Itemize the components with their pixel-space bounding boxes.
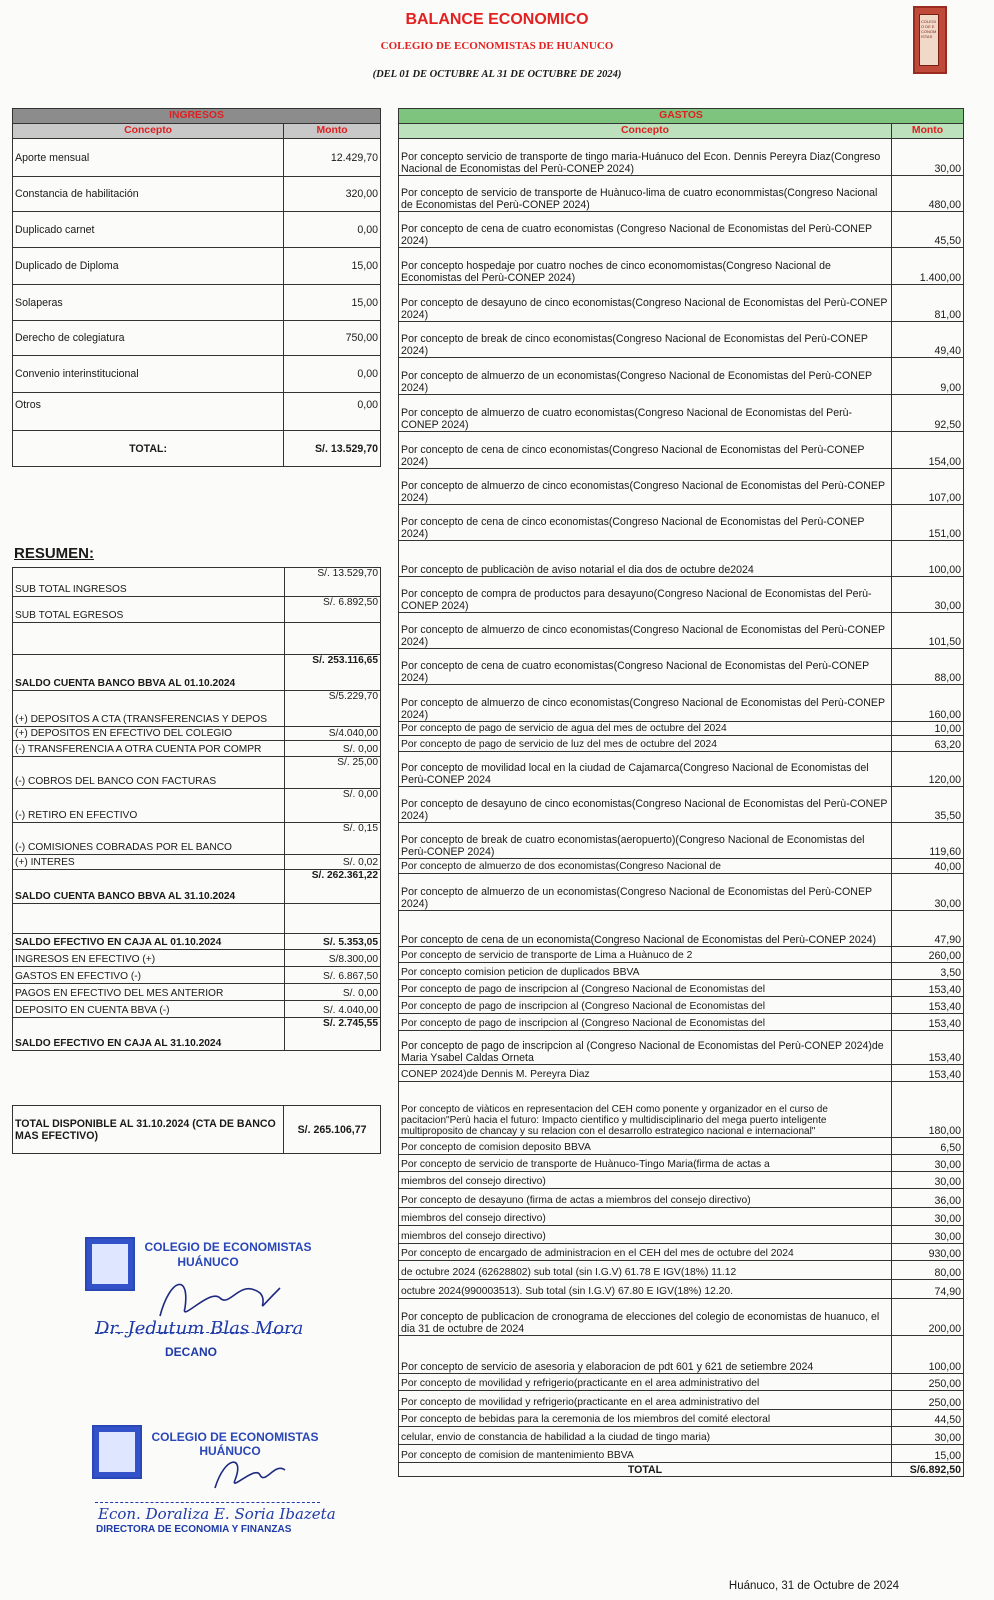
- gastos-row: [399, 469, 964, 505]
- gastos-row: [399, 212, 964, 248]
- resumen-value: S/. 13.529,70: [284, 568, 380, 597]
- resumen-value: S/. 253.116,65: [284, 655, 380, 691]
- gastos-row: [399, 1391, 964, 1410]
- resumen-concept: SUB TOTAL EGRESOS: [13, 597, 285, 623]
- gastos-row: [399, 1299, 964, 1336]
- resumen-row: [13, 1018, 381, 1051]
- gastos-amount: 153,40: [892, 997, 964, 1014]
- gastos-row: [399, 541, 964, 577]
- gastos-row: [399, 176, 964, 212]
- ingresos-col-concept: Concepto: [13, 124, 284, 139]
- gastos-concept: de octubre 2024 (62628802) sub total (sin I.G.V) 61.78 E IGV(18%) 11.12: [399, 1261, 892, 1280]
- gastos-row: [399, 1374, 964, 1391]
- gastos-amount: 100,00: [892, 541, 964, 577]
- ingresos-row: [13, 139, 381, 177]
- ingresos-concept: Aporte mensual: [13, 139, 284, 177]
- gastos-amount: 154,00: [892, 432, 964, 469]
- gastos-amount: 35,50: [892, 787, 964, 823]
- gastos-concept: Por concepto de comision de mantenimiento BBVA: [399, 1445, 892, 1463]
- gastos-concept: Por concepto de servicio de asesoria y elaboracion de pdt 601 y 621 de setiembre 2024: [399, 1336, 892, 1374]
- ingresos-total-value: S/. 13.529,70: [284, 431, 381, 467]
- resumen-row: [13, 950, 381, 967]
- gastos-amount: 30,00: [892, 139, 964, 176]
- gastos-amount: 930,00: [892, 1244, 964, 1261]
- gastos-amount: 30,00: [892, 1427, 964, 1445]
- gastos-concept: Por concepto de publicaciòn de aviso notarial el dia dos de octubre de2024: [399, 541, 892, 577]
- gastos-amount: 250,00: [892, 1374, 964, 1391]
- signature2-scribble-icon: [200, 1450, 290, 1495]
- gastos-concept: Por concepto de servicio de transporte de Huànuco-Tingo Maria(firma de actas a: [399, 1155, 892, 1172]
- gastos-amount: 81,00: [892, 285, 964, 322]
- page-title: BALANCE ECONOMICO: [405, 11, 589, 28]
- gastos-row: [399, 613, 964, 649]
- resumen-value: S/. 5.353,05: [284, 934, 380, 950]
- resumen-concept: SALDO EFECTIVO EN CAJA AL 01.10.2024: [13, 934, 285, 950]
- resumen-concept: INGRESOS EN EFECTIVO (+): [13, 950, 285, 967]
- ingresos-concept: Derecho de colegiatura: [13, 321, 284, 356]
- gastos-amount: 101,50: [892, 613, 964, 649]
- gastos-amount: 63,20: [892, 736, 964, 752]
- gastos-concept: Por concepto de cena de cuatro economistas (Congreso Nacional de Economistas del Perù-CONEP 2024): [399, 212, 892, 248]
- gastos-concept: Por concepto comision peticion de duplicados BBVA: [399, 963, 892, 980]
- resumen-row: [13, 934, 381, 950]
- gastos-row: [399, 139, 964, 176]
- gastos-row: [399, 577, 964, 613]
- gastos-row: [399, 1280, 964, 1299]
- gastos-concept: Por concepto de pago de inscripcion al (Congreso Nacional de Economistas del: [399, 997, 892, 1014]
- gastos-total-label: TOTAL: [399, 1463, 892, 1477]
- resumen-concept: (-) COBROS DEL BANCO CON FACTURAS: [13, 757, 285, 789]
- gastos-row: [399, 859, 964, 874]
- ingresos-concept: Otros: [13, 393, 284, 431]
- resumen-row: [13, 741, 381, 757]
- gastos-row: [399, 722, 964, 736]
- gastos-row: [399, 432, 964, 469]
- gastos-row: [399, 1427, 964, 1445]
- total-disponible-box: [12, 1105, 381, 1154]
- resumen-value: S/. 25,00: [284, 757, 380, 789]
- ingresos-amount: 12.429,70: [284, 139, 381, 177]
- ingresos-row: [13, 393, 381, 431]
- place-date: Huánuco, 31 de Octubre de 2024: [728, 1580, 899, 1592]
- gastos-concept: Por concepto de pago de inscripcion al (Congreso Nacional de Economistas del: [399, 980, 892, 997]
- resumen-value: S/. 0,00: [284, 741, 380, 757]
- stamp-seal-icon: [92, 1425, 142, 1479]
- ingresos-concept: Duplicado carnet: [13, 212, 284, 248]
- gastos-concept: Por concepto de compra de productos para desayuno(Congreso Nacional de Economistas del Perù-CONEP 2024): [399, 577, 892, 613]
- gastos-amount: 30,00: [892, 1155, 964, 1172]
- gastos-concept: Por concepto de servicio de transporte de Huànuco-lima de cuatro econommistas(Congreso Nacional de Economistas del Perù-CONEP 2024): [399, 176, 892, 212]
- gastos-amount: 44,50: [892, 1410, 964, 1427]
- gastos-concept: Por concepto de encargado de administracion en el CEH del mes de octubre del 2024: [399, 1244, 892, 1261]
- resumen-concept: (+) DEPOSITOS A CTA (TRANSFERENCIAS Y DEPOS: [13, 691, 285, 727]
- gastos-concept: Por concepto de break de cinco economistas(Congreso Nacional de Economistas del Perù-CONEP 2024): [399, 322, 892, 358]
- gastos-row: [399, 736, 964, 752]
- resumen-row: [13, 655, 381, 691]
- stamp-seal-icon: [85, 1237, 135, 1291]
- ingresos-section-header: INGRESOS: [13, 109, 381, 124]
- gastos-concept: Por concepto de break de cuatro economistas(aeropuerto)(Congreso Nacional de Economistas del Perù-CONEP 2024): [399, 823, 892, 859]
- resumen-value: S/. 6.892,50: [284, 597, 380, 623]
- gastos-concept: miembros del consejo directivo): [399, 1172, 892, 1189]
- gastos-amount: 47,90: [892, 911, 964, 947]
- resumen-value: S/4.040,00: [284, 727, 380, 741]
- gastos-amount: 250,00: [892, 1391, 964, 1410]
- institution-name: COLEGIO DE ECONOMISTAS DE HUANUCO: [380, 40, 614, 52]
- gastos-row: [399, 1226, 964, 1244]
- gastos-total-value: S/6.892,50: [892, 1463, 964, 1477]
- gastos-amount: 153,40: [892, 1031, 964, 1065]
- gastos-row: [399, 1138, 964, 1155]
- stamp2-line1: COLEGIO DE ECONOMISTAS: [151, 1430, 319, 1444]
- stamp1-line2: HUÁNUCO: [177, 1255, 239, 1269]
- total-disponible-value: S/. 265.106,77: [284, 1106, 381, 1154]
- signer1-name: Dr. Jedutum Blas Mora: [95, 1318, 304, 1339]
- ingresos-amount: 750,00: [284, 321, 381, 356]
- gastos-amount: 153,40: [892, 1014, 964, 1031]
- gastos-amount: 107,00: [892, 469, 964, 505]
- ingresos-concept: Duplicado de Diploma: [13, 248, 284, 285]
- gastos-row: [399, 1014, 964, 1031]
- gastos-row: [399, 787, 964, 823]
- gastos-row: [399, 1410, 964, 1427]
- gastos-concept: Por concepto de viàticos en representacion del CEH como ponente y organizador en el curso de pacitacion"Perù hacia el futuro: Impacto cientifico y multidisciplinario del mega puerto inteligente multiproposito de chancay y su relacion con el desarrollo estrategico nacional e internacional": [399, 1082, 892, 1138]
- gastos-row: [399, 1445, 964, 1463]
- gastos-row: [399, 1031, 964, 1065]
- resumen-concept: (-) TRANSFERENCIA A OTRA CUENTA POR COMPR: [13, 741, 285, 757]
- ingresos-amount: 0,00: [284, 356, 381, 393]
- ingresos-row: [13, 177, 381, 212]
- gastos-amount: 200,00: [892, 1299, 964, 1336]
- gastos-concept: miembros del consejo directivo): [399, 1226, 892, 1244]
- gastos-concept: Por concepto hospedaje por cuatro noches de cinco economomistas(Congreso Nacional de Economistas del Perù-CONEP 2024): [399, 248, 892, 285]
- gastos-amount: 120,00: [892, 752, 964, 787]
- resumen-concept: [13, 623, 285, 655]
- gastos-amount: 180,00: [892, 1082, 964, 1138]
- gastos-amount: 260,00: [892, 947, 964, 963]
- resumen-row: [13, 855, 381, 870]
- gastos-row: [399, 752, 964, 787]
- gastos-amount: 10,00: [892, 722, 964, 736]
- gastos-amount: 88,00: [892, 649, 964, 685]
- resumen-row: [13, 789, 381, 823]
- resumen-concept: SALDO CUENTA BANCO BBVA AL 01.10.2024: [13, 655, 285, 691]
- resumen-row: [13, 1001, 381, 1018]
- gastos-amount: 45,50: [892, 212, 964, 248]
- resumen-title: RESUMEN:: [14, 545, 95, 562]
- gastos-concept: Por concepto de pago de inscripcion al (Congreso Nacional de Economistas del Perù-CONEP 2024)de Maria Ysabel Caldas Orneta: [399, 1031, 892, 1065]
- ingresos-row: [13, 321, 381, 356]
- gastos-amount: 151,00: [892, 505, 964, 541]
- gastos-amount: 30,00: [892, 874, 964, 911]
- gastos-row: [399, 395, 964, 432]
- gastos-amount: 160,00: [892, 685, 964, 722]
- ingresos-amount: 15,00: [284, 248, 381, 285]
- gastos-row: [399, 980, 964, 997]
- resumen-concept: SUB TOTAL INGRESOS: [13, 568, 285, 597]
- ingresos-concept: Solaperas: [13, 285, 284, 321]
- institution-logo: [913, 6, 947, 74]
- ingresos-row: [13, 212, 381, 248]
- resumen-concept: SALDO CUENTA BANCO BBVA AL 31.10.2024: [13, 870, 285, 904]
- ingresos-concept: Convenio interinstitucional: [13, 356, 284, 393]
- gastos-row: [399, 285, 964, 322]
- gastos-concept: miembros del consejo directivo): [399, 1208, 892, 1226]
- resumen-concept: (-) RETIRO EN EFECTIVO: [13, 789, 285, 823]
- resumen-value: S/. 6.867,50: [284, 967, 380, 984]
- gastos-row: [399, 1155, 964, 1172]
- gastos-concept: octubre 2024(990003513). Sub total (sin I.G.V) 67.80 E IGV(18%) 12.20.: [399, 1280, 892, 1299]
- gastos-amount: 119,60: [892, 823, 964, 859]
- resumen-value: [284, 623, 380, 655]
- gastos-concept: Por concepto de almuerzo de cinco economistas(Congreso Nacional de Economistas del Perù-CONEP 2024): [399, 469, 892, 505]
- gastos-amount: 40,00: [892, 859, 964, 874]
- gastos-concept: Por concepto de pago de servicio de luz del mes de octubre del 2024: [399, 736, 892, 752]
- gastos-row: [399, 911, 964, 947]
- gastos-col-concept: Concepto: [399, 124, 892, 139]
- stamp2-line2: HUÁNUCO: [199, 1444, 261, 1458]
- resumen-value: S/. 0,00: [284, 789, 380, 823]
- gastos-concept: Por concepto de almuerzo de un economistas(Congreso Nacional de Economistas del Perù-CONEP 2024): [399, 358, 892, 395]
- resumen-concept: (+) INTERES: [13, 855, 285, 870]
- signature2-line: [95, 1502, 320, 1503]
- resumen-row: [13, 757, 381, 789]
- ingresos-total-label: TOTAL:: [13, 431, 284, 467]
- gastos-amount: 30,00: [892, 1172, 964, 1189]
- resumen-row: [13, 597, 381, 623]
- gastos-row: [399, 248, 964, 285]
- gastos-concept: Por concepto de desayuno de cinco economistas(Congreso Nacional de Economistas del Perù-CONEP 2024): [399, 285, 892, 322]
- gastos-concept: CONEP 2024)de Dennis M. Pereyra Diaz: [399, 1065, 892, 1082]
- gastos-amount: 153,40: [892, 980, 964, 997]
- resumen-row: [13, 904, 381, 934]
- ingresos-concept: Constancia de habilitación: [13, 177, 284, 212]
- resumen-row: [13, 623, 381, 655]
- gastos-amount: 30,00: [892, 1226, 964, 1244]
- gastos-row: [399, 1082, 964, 1138]
- gastos-concept: Por concepto de almuerzo de dos economistas(Congreso Nacional de: [399, 859, 892, 874]
- gastos-row: [399, 649, 964, 685]
- resumen-row: [13, 691, 381, 727]
- ingresos-amount: 0,00: [284, 212, 381, 248]
- gastos-concept: Por concepto de pago de inscripcion al (Congreso Nacional de Economistas del: [399, 1014, 892, 1031]
- report-period: (DEL 01 DE OCTUBRE AL 31 DE OCTUBRE DE 2024): [372, 69, 622, 80]
- ingresos-row: [13, 356, 381, 393]
- signer1-role: DECANO: [165, 1345, 218, 1359]
- gastos-concept: Por concepto de almuerzo de cinco economistas(Congreso Nacional de Economistas del Perù-CONEP 2024): [399, 613, 892, 649]
- gastos-concept: Por concepto de almuerzo de un economistas(Congreso Nacional de Economistas del Perù-CONEP 2024): [399, 874, 892, 911]
- gastos-amount: 3,50: [892, 963, 964, 980]
- gastos-concept: Por concepto de desayuno (firma de actas a miembros del consejo directivo): [399, 1189, 892, 1208]
- resumen-value: S/. 0,02: [284, 855, 380, 870]
- gastos-amount: 74,90: [892, 1280, 964, 1299]
- ingresos-row: [13, 248, 381, 285]
- logo-text: COLEGIO DE ECONOMISTAS: [921, 19, 937, 39]
- gastos-concept: Por concepto de servicio de transporte de Lima a Huànuco de 2: [399, 947, 892, 963]
- gastos-row: [399, 322, 964, 358]
- gastos-concept: Por concepto de pago de servicio de agua del mes de octubre del 2024: [399, 722, 892, 736]
- gastos-row: [399, 1244, 964, 1261]
- gastos-row: [399, 358, 964, 395]
- gastos-concept: Por concepto de almuerzo de cinco economistas(Congreso Nacional de Economistas del Perù-CONEP 2024): [399, 685, 892, 722]
- gastos-concept: Por concepto de cena de cinco economistas(Congreso Nacional de Economistas del Perù-CONEP 2024): [399, 505, 892, 541]
- resumen-value: S/. 0,00: [284, 984, 380, 1001]
- gastos-amount: 30,00: [892, 1208, 964, 1226]
- gastos-concept: Por concepto de almuerzo de cuatro economistas(Congreso Nacional de Economistas del Perù-CONEP 2024): [399, 395, 892, 432]
- gastos-row: [399, 947, 964, 963]
- gastos-amount: 1.400,00: [892, 248, 964, 285]
- gastos-amount: 15,00: [892, 1445, 964, 1463]
- gastos-row: [399, 1261, 964, 1280]
- resumen-value: S/5.229,70: [284, 691, 380, 727]
- gastos-amount: 49,40: [892, 322, 964, 358]
- gastos-row: [399, 963, 964, 980]
- gastos-row: [399, 1336, 964, 1374]
- resumen-value: S/. 4.040,00: [284, 1001, 380, 1018]
- gastos-concept: Por concepto de movilidad y refrigerio(practicante en el area administrativo del: [399, 1391, 892, 1410]
- gastos-row: [399, 823, 964, 859]
- gastos-col-amount: Monto: [892, 124, 964, 139]
- gastos-table: [398, 108, 964, 1477]
- gastos-concept: Por concepto de cena de cinco economistas(Congreso Nacional de Economistas del Perù-CONEP 2024): [399, 432, 892, 469]
- resumen-concept: (+) DEPOSITOS EN EFECTIVO DEL COLEGIO: [13, 727, 285, 741]
- gastos-amount: 92,50: [892, 395, 964, 432]
- ingresos-amount: 15,00: [284, 285, 381, 321]
- gastos-row: [399, 1189, 964, 1208]
- gastos-amount: 153,40: [892, 1065, 964, 1082]
- gastos-section-header: GASTOS: [399, 109, 964, 124]
- resumen-value: S/. 2.745,55: [284, 1018, 380, 1051]
- gastos-concept: celular, envio de constancia de habilidad a la ciudad de tingo maria): [399, 1427, 892, 1445]
- resumen-value: S/. 262.361,22: [284, 870, 380, 904]
- resumen-concept: (-) COMISIONES COBRADAS POR EL BANCO: [13, 823, 285, 855]
- resumen-concept: PAGOS EN EFECTIVO DEL MES ANTERIOR: [13, 984, 285, 1001]
- gastos-concept: Por concepto de cena de un economista(Congreso Nacional de Economistas del Perù-CONEP 2024): [399, 911, 892, 947]
- resumen-concept: DEPOSITO EN CUENTA BBVA (-): [13, 1001, 285, 1018]
- gastos-concept: Por concepto de publicacion de cronograma de elecciones del colegio de economistas de huanuco, el dia 31 de octubre de 2024: [399, 1299, 892, 1336]
- resumen-row: [13, 967, 381, 984]
- ingresos-amount: 320,00: [284, 177, 381, 212]
- resumen-concept: SALDO EFECTIVO EN CAJA AL 31.10.2024: [13, 1018, 285, 1051]
- resumen-table: [12, 567, 381, 1051]
- gastos-row: [399, 1208, 964, 1226]
- resumen-row: [13, 823, 381, 855]
- gastos-concept: Por concepto servicio de transporte de tingo maria-Huánuco del Econ. Dennis Pereyra Diaz(Congreso Nacional de Economistas del Perù-CONEP 2024): [399, 139, 892, 176]
- resumen-concept: [13, 904, 285, 934]
- gastos-amount: 36,00: [892, 1189, 964, 1208]
- gastos-amount: 30,00: [892, 577, 964, 613]
- gastos-amount: 480,00: [892, 176, 964, 212]
- gastos-concept: Por concepto de bebidas para la ceremonia de los miembros del comité electoral: [399, 1410, 892, 1427]
- gastos-amount: 6,50: [892, 1138, 964, 1155]
- gastos-amount: 80,00: [892, 1261, 964, 1280]
- ingresos-row: [13, 285, 381, 321]
- gastos-row: [399, 997, 964, 1014]
- signer2-name: Econ. Doraliza E. Soria Ibazeta: [98, 1505, 336, 1523]
- gastos-row: [399, 685, 964, 722]
- gastos-concept: Por concepto de movilidad y refrigerio(practicante en el area administrativo del: [399, 1374, 892, 1391]
- gastos-row: [399, 874, 964, 911]
- gastos-concept: Por concepto de movilidad local en la ciudad de Cajamarca(Congreso Nacional de Economistas del Perù-CONEP 2024: [399, 752, 892, 787]
- ingresos-amount: 0,00: [284, 393, 381, 431]
- gastos-concept: Por concepto de comision deposito BBVA: [399, 1138, 892, 1155]
- ingresos-table: [12, 108, 381, 467]
- resumen-concept: GASTOS EN EFECTIVO (-): [13, 967, 285, 984]
- gastos-amount: 100,00: [892, 1336, 964, 1374]
- total-disponible-label: TOTAL DISPONIBLE AL 31.10.2024 (CTA DE BANCO MAS EFECTIVO): [13, 1106, 284, 1154]
- resumen-value: S/8.300,00: [284, 950, 380, 967]
- resumen-value: S/. 0,15: [284, 823, 380, 855]
- resumen-row: [13, 727, 381, 741]
- signer2-role: DIRECTORA DE ECONOMIA Y FINANZAS: [96, 1524, 292, 1535]
- gastos-concept: Por concepto de cena de cuatro economistas(Congreso Nacional de Economistas del Perù-CONEP 2024): [399, 649, 892, 685]
- gastos-amount: 9,00: [892, 358, 964, 395]
- resumen-value: [284, 904, 380, 934]
- resumen-row: [13, 568, 381, 597]
- gastos-row: [399, 1172, 964, 1189]
- gastos-row: [399, 1065, 964, 1082]
- ingresos-col-amount: Monto: [284, 124, 381, 139]
- resumen-row: [13, 870, 381, 904]
- gastos-concept: Por concepto de desayuno de cinco economistas(Congreso Nacional de Economistas del Perù-CONEP 2024): [399, 787, 892, 823]
- stamp1-line1: COLEGIO DE ECONOMISTAS: [144, 1240, 312, 1254]
- gastos-row: [399, 505, 964, 541]
- resumen-row: [13, 984, 381, 1001]
